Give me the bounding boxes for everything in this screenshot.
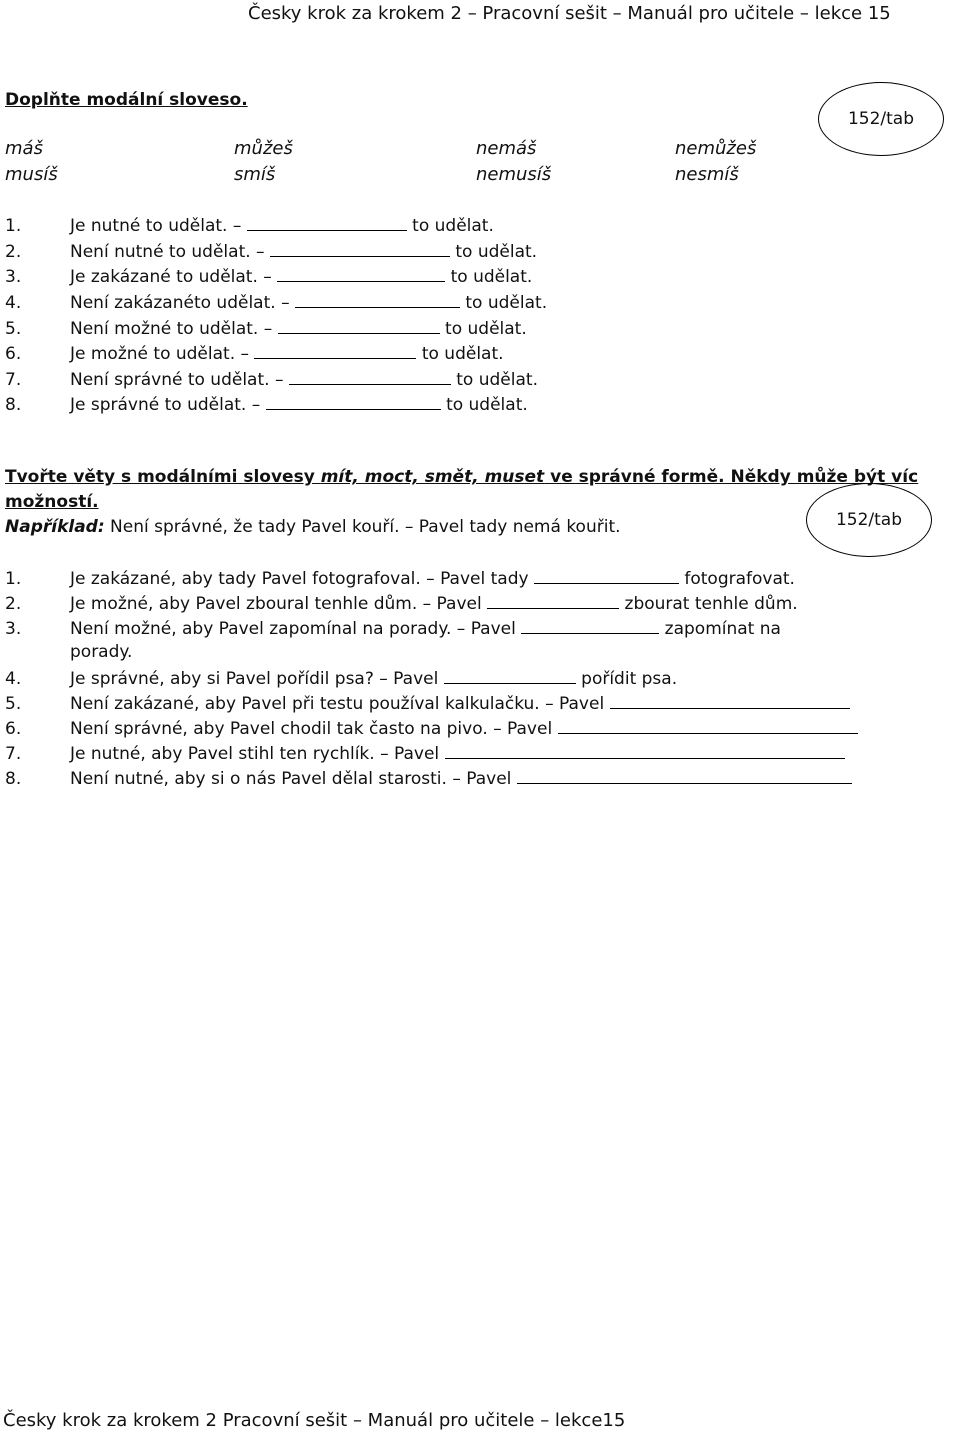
exercise1-item bbox=[5, 368, 538, 390]
answer-blank[interactable] bbox=[278, 317, 440, 334]
item-tail: to udělat. bbox=[421, 344, 504, 364]
exercise2-item bbox=[5, 767, 852, 789]
item-number: 4. bbox=[5, 669, 22, 689]
item-text: Není nutné to udělat. – bbox=[70, 242, 265, 262]
item-tail: to udělat. bbox=[465, 293, 548, 313]
word-option: můžeš bbox=[234, 138, 293, 159]
item-text: Není správné, aby Pavel chodil tak často na pivo. – Pavel bbox=[70, 719, 553, 739]
answer-blank[interactable] bbox=[254, 342, 416, 359]
answer-blank[interactable] bbox=[610, 692, 850, 709]
exercise1-item bbox=[5, 317, 527, 339]
item-text: Je nutné, aby Pavel stihl ten rychlík. – Pavel bbox=[70, 744, 440, 764]
word-option: nesmíš bbox=[675, 164, 739, 185]
word-option: nemůžeš bbox=[675, 138, 757, 159]
item-text: Je zakázané to udělat. – bbox=[70, 267, 272, 287]
exercise2-item bbox=[5, 567, 795, 589]
item-tail: to udělat. bbox=[455, 242, 538, 262]
item-text: Není zakázanéto udělat. – bbox=[70, 293, 290, 313]
item-text: Není možné, aby Pavel zapomínal na porady. – Pavel bbox=[70, 619, 516, 639]
item-tail: zapomínat na bbox=[664, 619, 781, 639]
exercise2-item bbox=[5, 717, 858, 739]
answer-blank[interactable] bbox=[289, 368, 451, 385]
item-number: 2. bbox=[5, 594, 22, 614]
item-text: Je správné, aby si Pavel pořídil psa? – Pavel bbox=[70, 669, 439, 689]
answer-blank[interactable] bbox=[270, 240, 450, 257]
answer-blank[interactable] bbox=[266, 393, 441, 410]
section2-title-b: ve správné formě. Někdy může být víc bbox=[544, 467, 919, 487]
item-text: Je možné to udělat. – bbox=[70, 344, 250, 364]
item-number: 8. bbox=[5, 769, 22, 789]
item-tail: to udělat. bbox=[445, 319, 527, 339]
item-number: 3. bbox=[5, 267, 22, 287]
item-tail: to udělat. bbox=[412, 216, 494, 236]
exercise2-item bbox=[5, 742, 845, 764]
item-number: 7. bbox=[5, 744, 22, 764]
item-text: Je možné, aby Pavel zboural tenhle dům. – Pavel bbox=[70, 594, 482, 614]
example-line bbox=[5, 517, 621, 537]
answer-blank[interactable] bbox=[277, 265, 445, 282]
exercise1-item bbox=[5, 342, 504, 364]
section2-title-cont: možností. bbox=[5, 492, 99, 512]
item-tail: zbourat tenhle dům. bbox=[624, 594, 798, 614]
item-number: 8. bbox=[5, 395, 22, 415]
exercise1-item bbox=[5, 265, 532, 287]
section2-title bbox=[5, 467, 918, 487]
item-tail: to udělat. bbox=[446, 395, 528, 415]
example-label: Například: bbox=[5, 517, 105, 537]
item-tail: to udělat. bbox=[456, 370, 538, 390]
exercise2-item bbox=[5, 617, 781, 639]
answer-blank[interactable] bbox=[444, 667, 576, 684]
item-text: Je nutné to udělat. – bbox=[70, 216, 242, 236]
item-number: 6. bbox=[5, 719, 22, 739]
section2-title-a: Tvořte věty s modálními slovesy bbox=[5, 467, 321, 487]
exercise2-item bbox=[5, 667, 677, 689]
answer-blank[interactable] bbox=[445, 742, 845, 759]
section2-title-verbs: mít, moct, smět, muset bbox=[320, 467, 545, 487]
item-number: 4. bbox=[5, 293, 22, 313]
item-number: 5. bbox=[5, 319, 22, 339]
badge-152tab-2: 152/tab bbox=[806, 483, 932, 557]
exercise2-item bbox=[5, 692, 850, 714]
word-option: smíš bbox=[234, 164, 276, 185]
item-text: Není správné to udělat. – bbox=[70, 370, 284, 390]
exercise2-item bbox=[5, 592, 798, 614]
item-text: Je zakázané, aby tady Pavel fotografoval. – Pavel tady bbox=[70, 569, 529, 589]
section1-title: Doplňte modální sloveso. bbox=[5, 90, 248, 110]
exercise1-item bbox=[5, 291, 547, 313]
item-number: 3. bbox=[5, 619, 22, 639]
item-text: Není zakázané, aby Pavel při testu používal kalkulačku. – Pavel bbox=[70, 694, 605, 714]
exercise2-item-cont: porady. bbox=[70, 642, 133, 662]
answer-blank[interactable] bbox=[295, 291, 460, 308]
item-number: 7. bbox=[5, 370, 22, 390]
item-tail: fotografovat. bbox=[684, 569, 795, 589]
item-number: 6. bbox=[5, 344, 22, 364]
word-option: máš bbox=[5, 138, 43, 159]
answer-blank[interactable] bbox=[487, 592, 619, 609]
page-footer: Česky krok za krokem 2 Pracovní sešit – Manuál pro učitele – lekce15 bbox=[3, 1410, 626, 1431]
item-tail: to udělat. bbox=[450, 267, 533, 287]
badge-152tab-1: 152/tab bbox=[818, 82, 944, 156]
exercise1-item bbox=[5, 393, 528, 415]
item-number: 5. bbox=[5, 694, 22, 714]
item-tail: pořídit psa. bbox=[581, 669, 678, 689]
item-number: 2. bbox=[5, 242, 22, 262]
item-number: 1. bbox=[5, 216, 22, 236]
answer-blank[interactable] bbox=[517, 767, 852, 784]
exercise1-item bbox=[5, 240, 537, 262]
answer-blank[interactable] bbox=[521, 617, 659, 634]
item-text: Není nutné, aby si o nás Pavel dělal starosti. – Pavel bbox=[70, 769, 512, 789]
word-option: nemusíš bbox=[476, 164, 552, 185]
answer-blank[interactable] bbox=[558, 717, 858, 734]
answer-blank[interactable] bbox=[247, 214, 407, 231]
answer-blank[interactable] bbox=[534, 567, 679, 584]
word-option: nemáš bbox=[476, 138, 537, 159]
word-option: musíš bbox=[5, 164, 58, 185]
page-header: Česky krok za krokem 2 – Pracovní sešit – Manuál pro učitele – lekce 15 bbox=[248, 3, 891, 24]
exercise1-item bbox=[5, 214, 494, 236]
item-text: Je správné to udělat. – bbox=[70, 395, 261, 415]
example-text: Není správné, že tady Pavel kouří. – Pavel tady nemá kouřit. bbox=[104, 517, 621, 537]
item-number: 1. bbox=[5, 569, 22, 589]
item-text: Není možné to udělat. – bbox=[70, 319, 273, 339]
